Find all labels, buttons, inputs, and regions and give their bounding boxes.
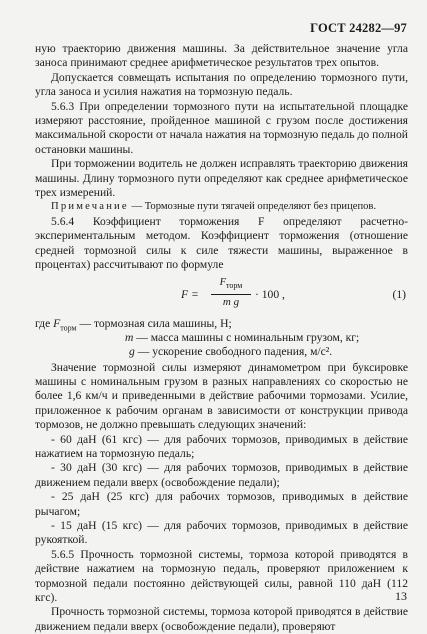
formula-lhs: F = <box>181 287 199 301</box>
formula-numerator: $F_{торм}$ <box>211 276 251 296</box>
legend-f-torm: где $F_{торм}$ — тормозная сила машины, Н; <box>35 316 232 332</box>
paragraph-5-6-3: 5.6.3 При определении тормозного пути на испытательной площадке измеряют расстояние, пройденное машиной с грузом после достижения максимальной скорости от начала нажатия на тормозную педаль до полной остановки машины. <box>35 99 408 156</box>
paragraph-5-6-5: 5.6.5 Прочность тормозной системы, тормоза которой приводятся в действие нажатием на тормозную педаль, проверяют приложением к тормозной педали постоянно действующей силы, равной 110 даН (112 кгс). <box>35 547 408 604</box>
page-number: 13 <box>395 589 407 603</box>
legend-m: m — масса машины с номинальным грузом, кг; <box>125 330 360 344</box>
note-label: Примечание <box>51 201 129 213</box>
paragraph-strength-pedal-up: Прочность тормозной системы, тормоза которой приводятся в действие движением педали вверх (освобождение педали), проверяют <box>35 605 408 633</box>
standard-header: ГОСТ 24282—97 <box>310 21 407 35</box>
list-item-15dan: - 15 даН (15 кгс) — для рабочих тормозов, приводимых в действие рукояткой. <box>35 518 408 547</box>
legend-g: g — ускорение свободного падения, м/с². <box>129 345 333 359</box>
note <box>35 200 408 214</box>
paragraph-braking-trajectory: При торможении водитель не должен исправлять траекторию движения машины. Длину тормозного пути определяют как среднее арифметическое трех измерений. <box>35 157 408 200</box>
paragraph-combined-tests: Допускается совмещать испытания по определению тормозного пути, угла заноса и усилия нажатия на тормозную педаль. <box>35 70 408 99</box>
paragraph-5-6-4: 5.6.4 Коэффициент торможения F определяют расчетно-экспериментальным методом. Коэффициент торможения (отношение средней тормозной силы к силе тяжести машины, выраженное в процентах) рассчитывают по формуле <box>35 214 408 272</box>
formula-number: (1) <box>392 287 406 301</box>
formula-1 <box>35 275 408 315</box>
list-item-25dan: - 25 даН (25 кгс) для рабочих тормозов, приводимых в действие рычагом; <box>35 490 408 518</box>
formula-fraction <box>211 276 251 310</box>
formula-legend <box>35 317 408 361</box>
list-item-60dan: - 60 даН (61 кгс) — для рабочих тормозов, приводимых в действие нажатием на тормозную педаль; <box>35 432 408 460</box>
note-text: — Тормозные пути тягачей определяют без прицепов. <box>131 201 377 213</box>
paragraph-continuation: ную траекторию движения машины. За действительное значение угла заноса принимают среднее арифметическое результатов трех опытов. <box>35 42 408 70</box>
formula-multiplier: · 100 , <box>255 287 285 301</box>
paragraph-brake-force-measurement: Значение тормозной силы измеряют динамометром при буксировке машины с номинальным грузом в разных направлениях со скоростью не более 1,6 км/ч и приведенными в действие рабочими тормозами. Усилие, приложенное к рабочим органам в зависимости от конструкции привода тормозов, не должно превышать следующих значений: <box>35 360 408 432</box>
page-body <box>35 42 408 634</box>
formula-denominator: m g <box>222 296 240 308</box>
list-item-30dan: - 30 даН (30 кгс) — для рабочих тормозов, приводимых в действие движением педали вверх (освобождение педали); <box>35 461 408 489</box>
